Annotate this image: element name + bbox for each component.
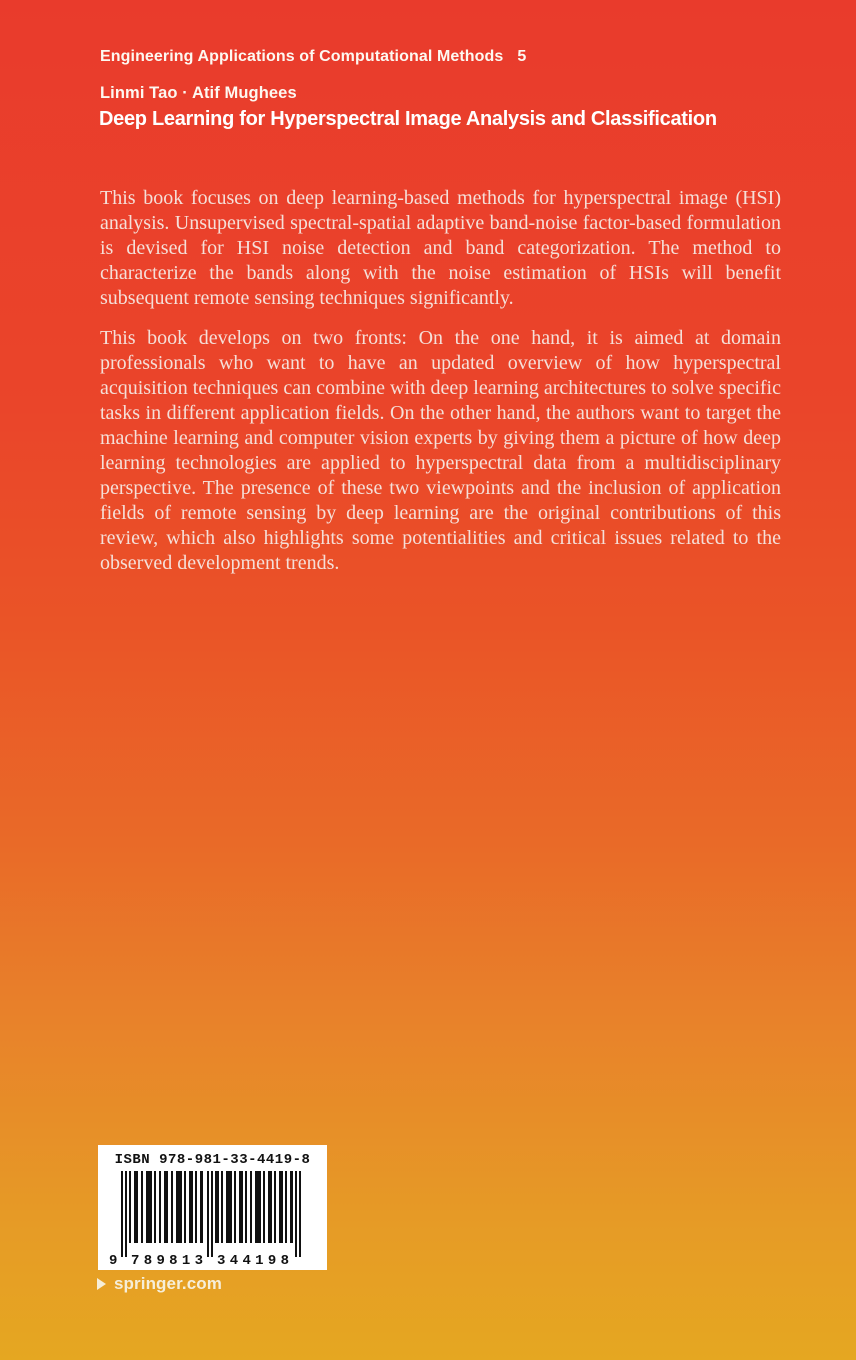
isbn-barcode-box xyxy=(98,1145,327,1270)
isbn-number-label: ISBN 978-981-33-4419-8 xyxy=(114,1152,311,1168)
publisher-website: springer.com xyxy=(114,1274,222,1293)
publisher-footer xyxy=(97,1274,222,1294)
synopsis-paragraph-2: This book develops on two fronts: On the one hand, it is aimed at domain professionals who want to have an updated overview of how hyperspectral acquisition techniques can combine with deep learning architectures to solve specific tasks in different application fields. On the other hand, the authors want to target the machine learning and computer vision experts by giving them a picture of how deep learning technologies are applied to hyperspectral data from a multidisciplinary perspective. The presence of these two viewpoints and the inclusion of application fields of remote sensing by deep learning are the original contributions of this review, which also highlights some potentialities and critical issues related to the observed development trends. xyxy=(100,327,781,574)
synopsis-paragraph-1: This book focuses on deep learning-based methods for hyperspectral image (HSI) analysis. Unsupervised spectral-spatial adaptive band-noise factor-based formulation is devised for HSI noise detection and band categorization. The method to characterize the bands along with the noise estimation of HSIs will benefit subsequent remote sensing techniques significantly. xyxy=(100,187,781,309)
arrow-right-icon xyxy=(97,1278,106,1290)
series-volume-number: 5 xyxy=(517,48,527,65)
series-title-row xyxy=(100,48,526,66)
barcode-digit-group-1: 9 xyxy=(109,1253,118,1267)
synopsis xyxy=(100,186,781,576)
ean-barcode-icon xyxy=(107,1171,318,1267)
barcode-digit-group-3: 344198 xyxy=(217,1253,289,1267)
barcode-digit-group-2: 789813 xyxy=(131,1253,203,1267)
series-title: Engineering Applications of Computational Methods xyxy=(100,48,504,65)
book-title: Deep Learning for Hyperspectral Image Analysis and Classification xyxy=(99,108,717,130)
authors: Linmi Tao · Atif Mughees xyxy=(100,84,297,102)
